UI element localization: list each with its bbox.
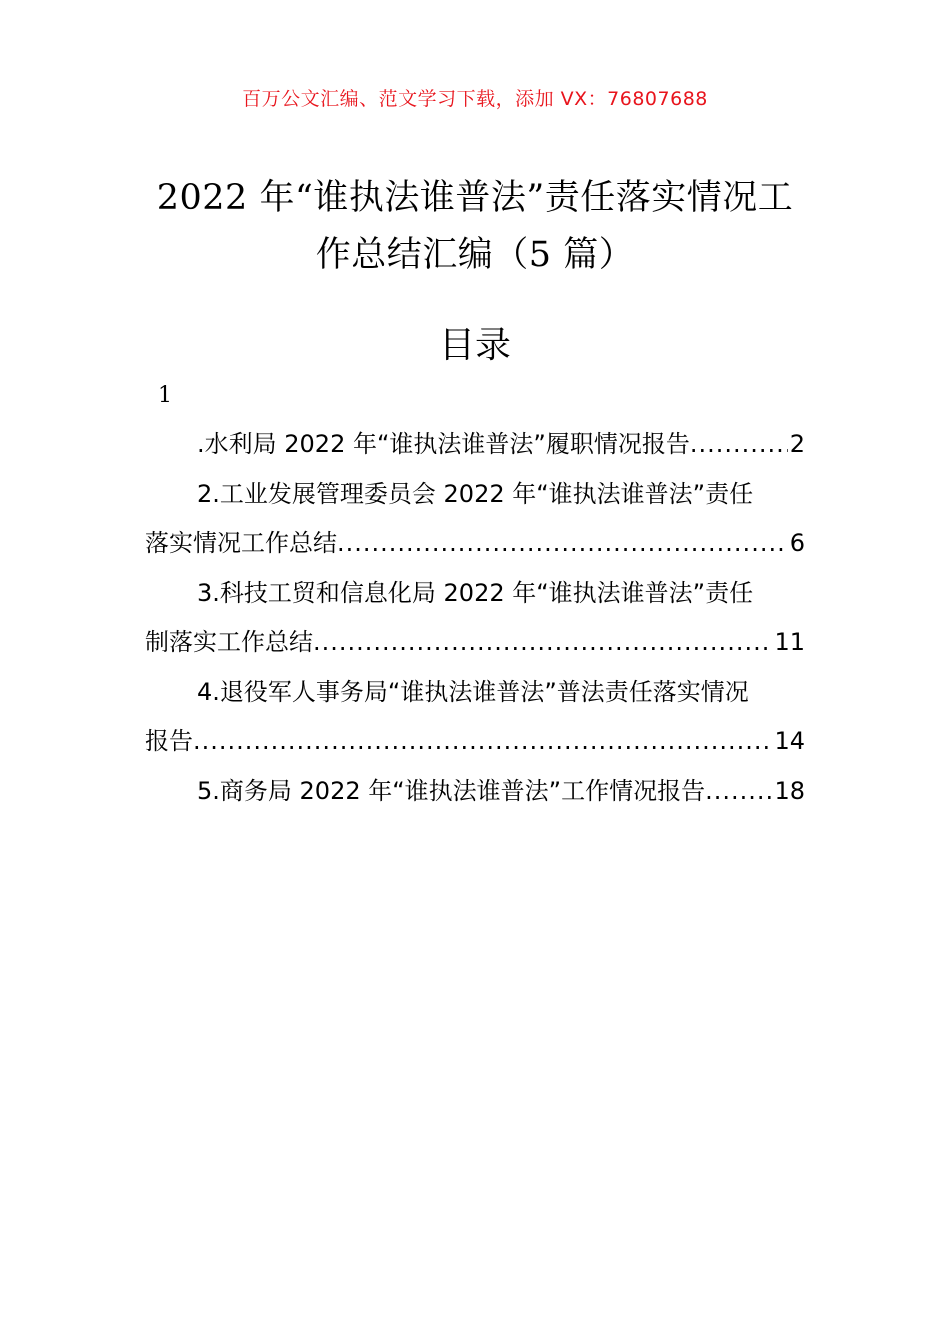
toc-entry-5-page: 18	[774, 776, 805, 805]
document-title-line-2: 作总结汇编（5 篇）	[315, 235, 635, 275]
toc-entry-1[interactable]	[145, 420, 805, 470]
document-title	[140, 170, 810, 284]
toc-entry-4-page: 14	[774, 727, 805, 755]
toc-leader-dots	[313, 618, 772, 668]
toc-entry-4-line-1[interactable]	[145, 668, 805, 718]
toc-entry-4-title: 4.退役军人事务局“谁执法谁普法”普法责任落实情况	[197, 677, 749, 706]
toc-entry-2-page: 6	[789, 529, 805, 557]
toc-entry-3-line-1[interactable]	[145, 569, 805, 619]
toc-heading: 目录	[438, 325, 511, 366]
toc-entry-5-title: 5.商务局 2022 年“谁执法谁普法”工作情况报告	[197, 776, 706, 805]
toc-leader-dots	[690, 420, 788, 470]
toc-entry-1-page: 2	[789, 430, 805, 458]
toc-entry-2-line-2[interactable]	[145, 519, 805, 569]
toc-entry-3-title-cont: 制落实工作总结	[145, 628, 313, 656]
toc-entry-4-line-2[interactable]	[145, 717, 805, 767]
toc-entry-3-page: 11	[774, 628, 805, 656]
watermark-banner: 百万公文汇编、范文学习下载，添加 VX：76807688	[242, 88, 708, 110]
toc-entry-2-line-1[interactable]	[145, 470, 805, 520]
toc-entry-2-title-cont: 落实情况工作总结	[145, 529, 337, 557]
toc-entry-5[interactable]	[145, 767, 805, 817]
toc-list-marker: 1	[158, 383, 172, 408]
toc-entry-3-title: 3.科技工贸和信息化局 2022 年“谁执法谁普法”责任	[197, 578, 754, 607]
toc-entry-2-title: 2.工业发展管理委员会 2022 年“谁执法谁普法”责任	[197, 479, 754, 508]
toc-entry-3-line-2[interactable]	[145, 618, 805, 668]
table-of-contents	[145, 420, 805, 816]
toc-leader-dots	[337, 519, 788, 569]
document-title-line-1: 2022 年“谁执法谁普法”责任落实情况工	[156, 178, 794, 218]
toc-entry-4-title-cont: 报告	[145, 727, 193, 755]
toc-entry-1-title: .水利局 2022 年“谁执法谁普法”履职情况报告	[197, 430, 690, 458]
toc-leader-dots	[193, 717, 772, 767]
toc-leader-dots	[705, 767, 772, 817]
